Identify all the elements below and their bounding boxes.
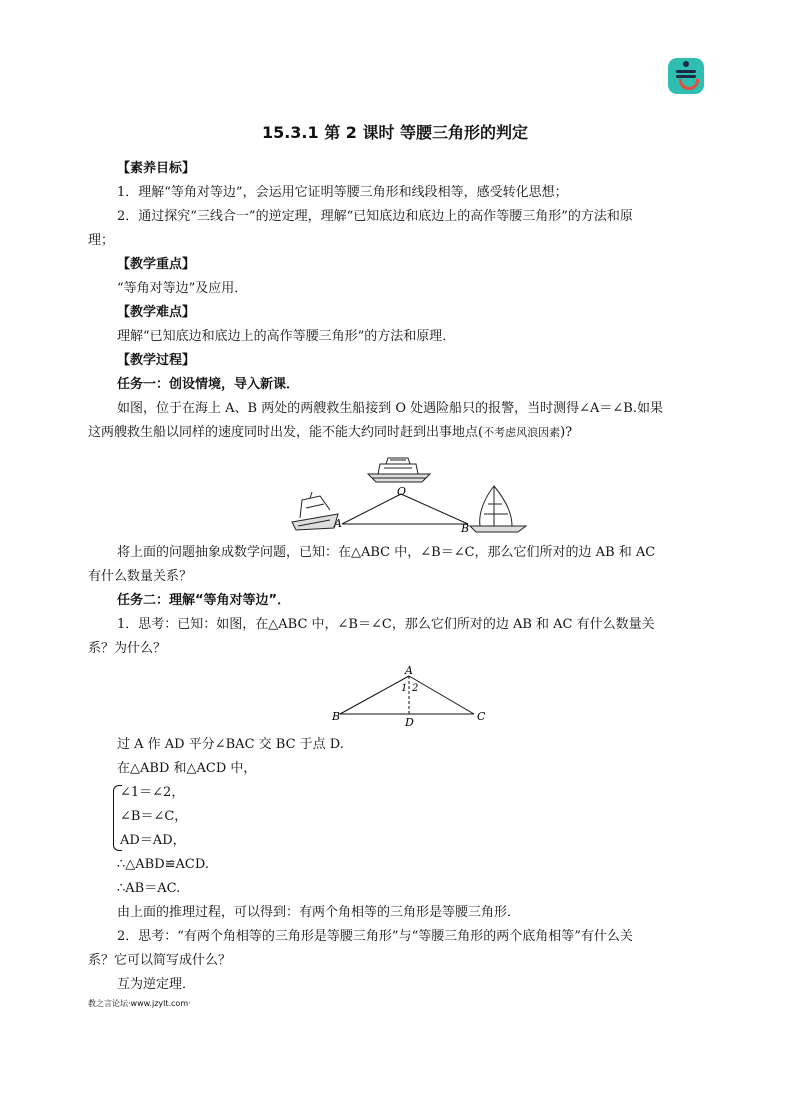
goal-2-line-1: 2．通过探究“三线合一”的逆定理，理解“已知底边和底边上的高作等腰三角形”的方法和原 xyxy=(117,209,633,224)
paragraph-5: 在△ABD 和△ACD 中， xyxy=(117,761,257,776)
condition-2: ∠B＝∠C， xyxy=(120,809,188,824)
ship-a-illustration xyxy=(292,492,338,530)
key-text: “等角对等边”及应用． xyxy=(117,281,248,296)
label-b: B xyxy=(461,522,470,535)
section-goal-heading: 【素养目标】 xyxy=(117,161,196,176)
logo-bar xyxy=(676,70,696,73)
figure-triangle-abc xyxy=(330,662,490,728)
section-difficulty-heading: 【教学难点】 xyxy=(117,305,196,320)
paragraph-1-line-1: 如图，位于在海上 A、B 两处的两艘救生船接到 O 处遇险船只的报警，当时测得∠A＝∠B.如果 xyxy=(117,401,663,416)
paragraph-2-line-2: 有什么数量关系？ xyxy=(88,569,193,584)
paragraph-3-line-1: 1．思考：已知：如图，在△ABC 中，∠B＝∠C，那么它们所对的边 AB 和 AC 有什么数量关 xyxy=(117,617,655,632)
logo-smile xyxy=(679,79,699,90)
label-a: A xyxy=(334,517,342,530)
conclusion-2: ∴AB＝AC. xyxy=(117,881,181,896)
task-2-heading: 任务二：理解“等角对等边”． xyxy=(117,593,291,608)
paragraph-1-end: )? xyxy=(560,425,573,440)
paragraph-1-line-2 xyxy=(88,424,572,442)
paragraph-9-line-2: 系？它可以简写成什么？ xyxy=(88,953,232,968)
condition-3: AD＝AD， xyxy=(120,833,186,848)
conclusion-1: ∴△ABD≌ACD. xyxy=(117,857,209,872)
label-a: A xyxy=(405,664,413,677)
section-key-heading: 【教学重点】 xyxy=(117,257,196,272)
task-1-heading: 任务一：创设情境，导入新课． xyxy=(117,377,300,392)
section-process-heading: 【教学过程】 xyxy=(117,353,196,368)
paragraph-4: 过 A 作 AD 平分∠BAC 交 BC 于点 D. xyxy=(117,737,344,752)
label-d: D xyxy=(405,716,414,728)
difficulty-text: 理解“已知底边和底边上的高作等腰三角形”的方法和原理． xyxy=(117,329,456,344)
angle-1-label: 1 xyxy=(401,683,408,694)
goal-2-line-2: 理； xyxy=(88,233,115,248)
paragraph-9-line-1: 2．思考：“有两个角相等的三角形是等腰三角形”与“等腰三角形的两个底角相等”有什么关 xyxy=(117,929,633,944)
label-c: C xyxy=(477,710,486,723)
paragraph-8: 由上面的推理过程，可以得到：有两个角相等的三角形是等腰三角形． xyxy=(117,905,521,920)
condition-1: ∠1＝∠2， xyxy=(120,785,185,800)
label-o: O xyxy=(397,485,407,498)
logo-dot xyxy=(683,61,689,67)
paragraph-10: 互为逆定理． xyxy=(117,977,196,992)
figure-ships xyxy=(280,452,530,538)
app-logo-icon[interactable] xyxy=(668,58,704,94)
ship-o-illustration xyxy=(368,458,430,482)
paragraph-1-note: 不考虑风浪因素 xyxy=(483,426,561,439)
goal-1: 1．理解“等角对等边”，会运用它证明等腰三角形和线段相等，感受转化思想； xyxy=(117,185,568,200)
footer-source: 教之言论坛·www.jzylt.com· xyxy=(88,999,191,1008)
ship-b-illustration xyxy=(470,486,526,532)
paragraph-3-line-2: 系？为什么？ xyxy=(88,641,167,656)
logo-bar xyxy=(676,75,696,78)
paragraph-2-line-1: 将上面的问题抽象成数学问题，已知：在△ABC 中，∠B＝∠C，那么它们所对的边 AB 和 AC xyxy=(117,545,656,560)
document-title: 15.3.1 第 2 课时 等腰三角形的判定 xyxy=(261,123,529,142)
label-b: B xyxy=(332,710,341,723)
angle-2-label: 2 xyxy=(412,683,419,694)
paragraph-1-main: 这两艘救生船以同样的速度同时出发，能不能大约同时赶到出事地点( xyxy=(88,425,484,440)
